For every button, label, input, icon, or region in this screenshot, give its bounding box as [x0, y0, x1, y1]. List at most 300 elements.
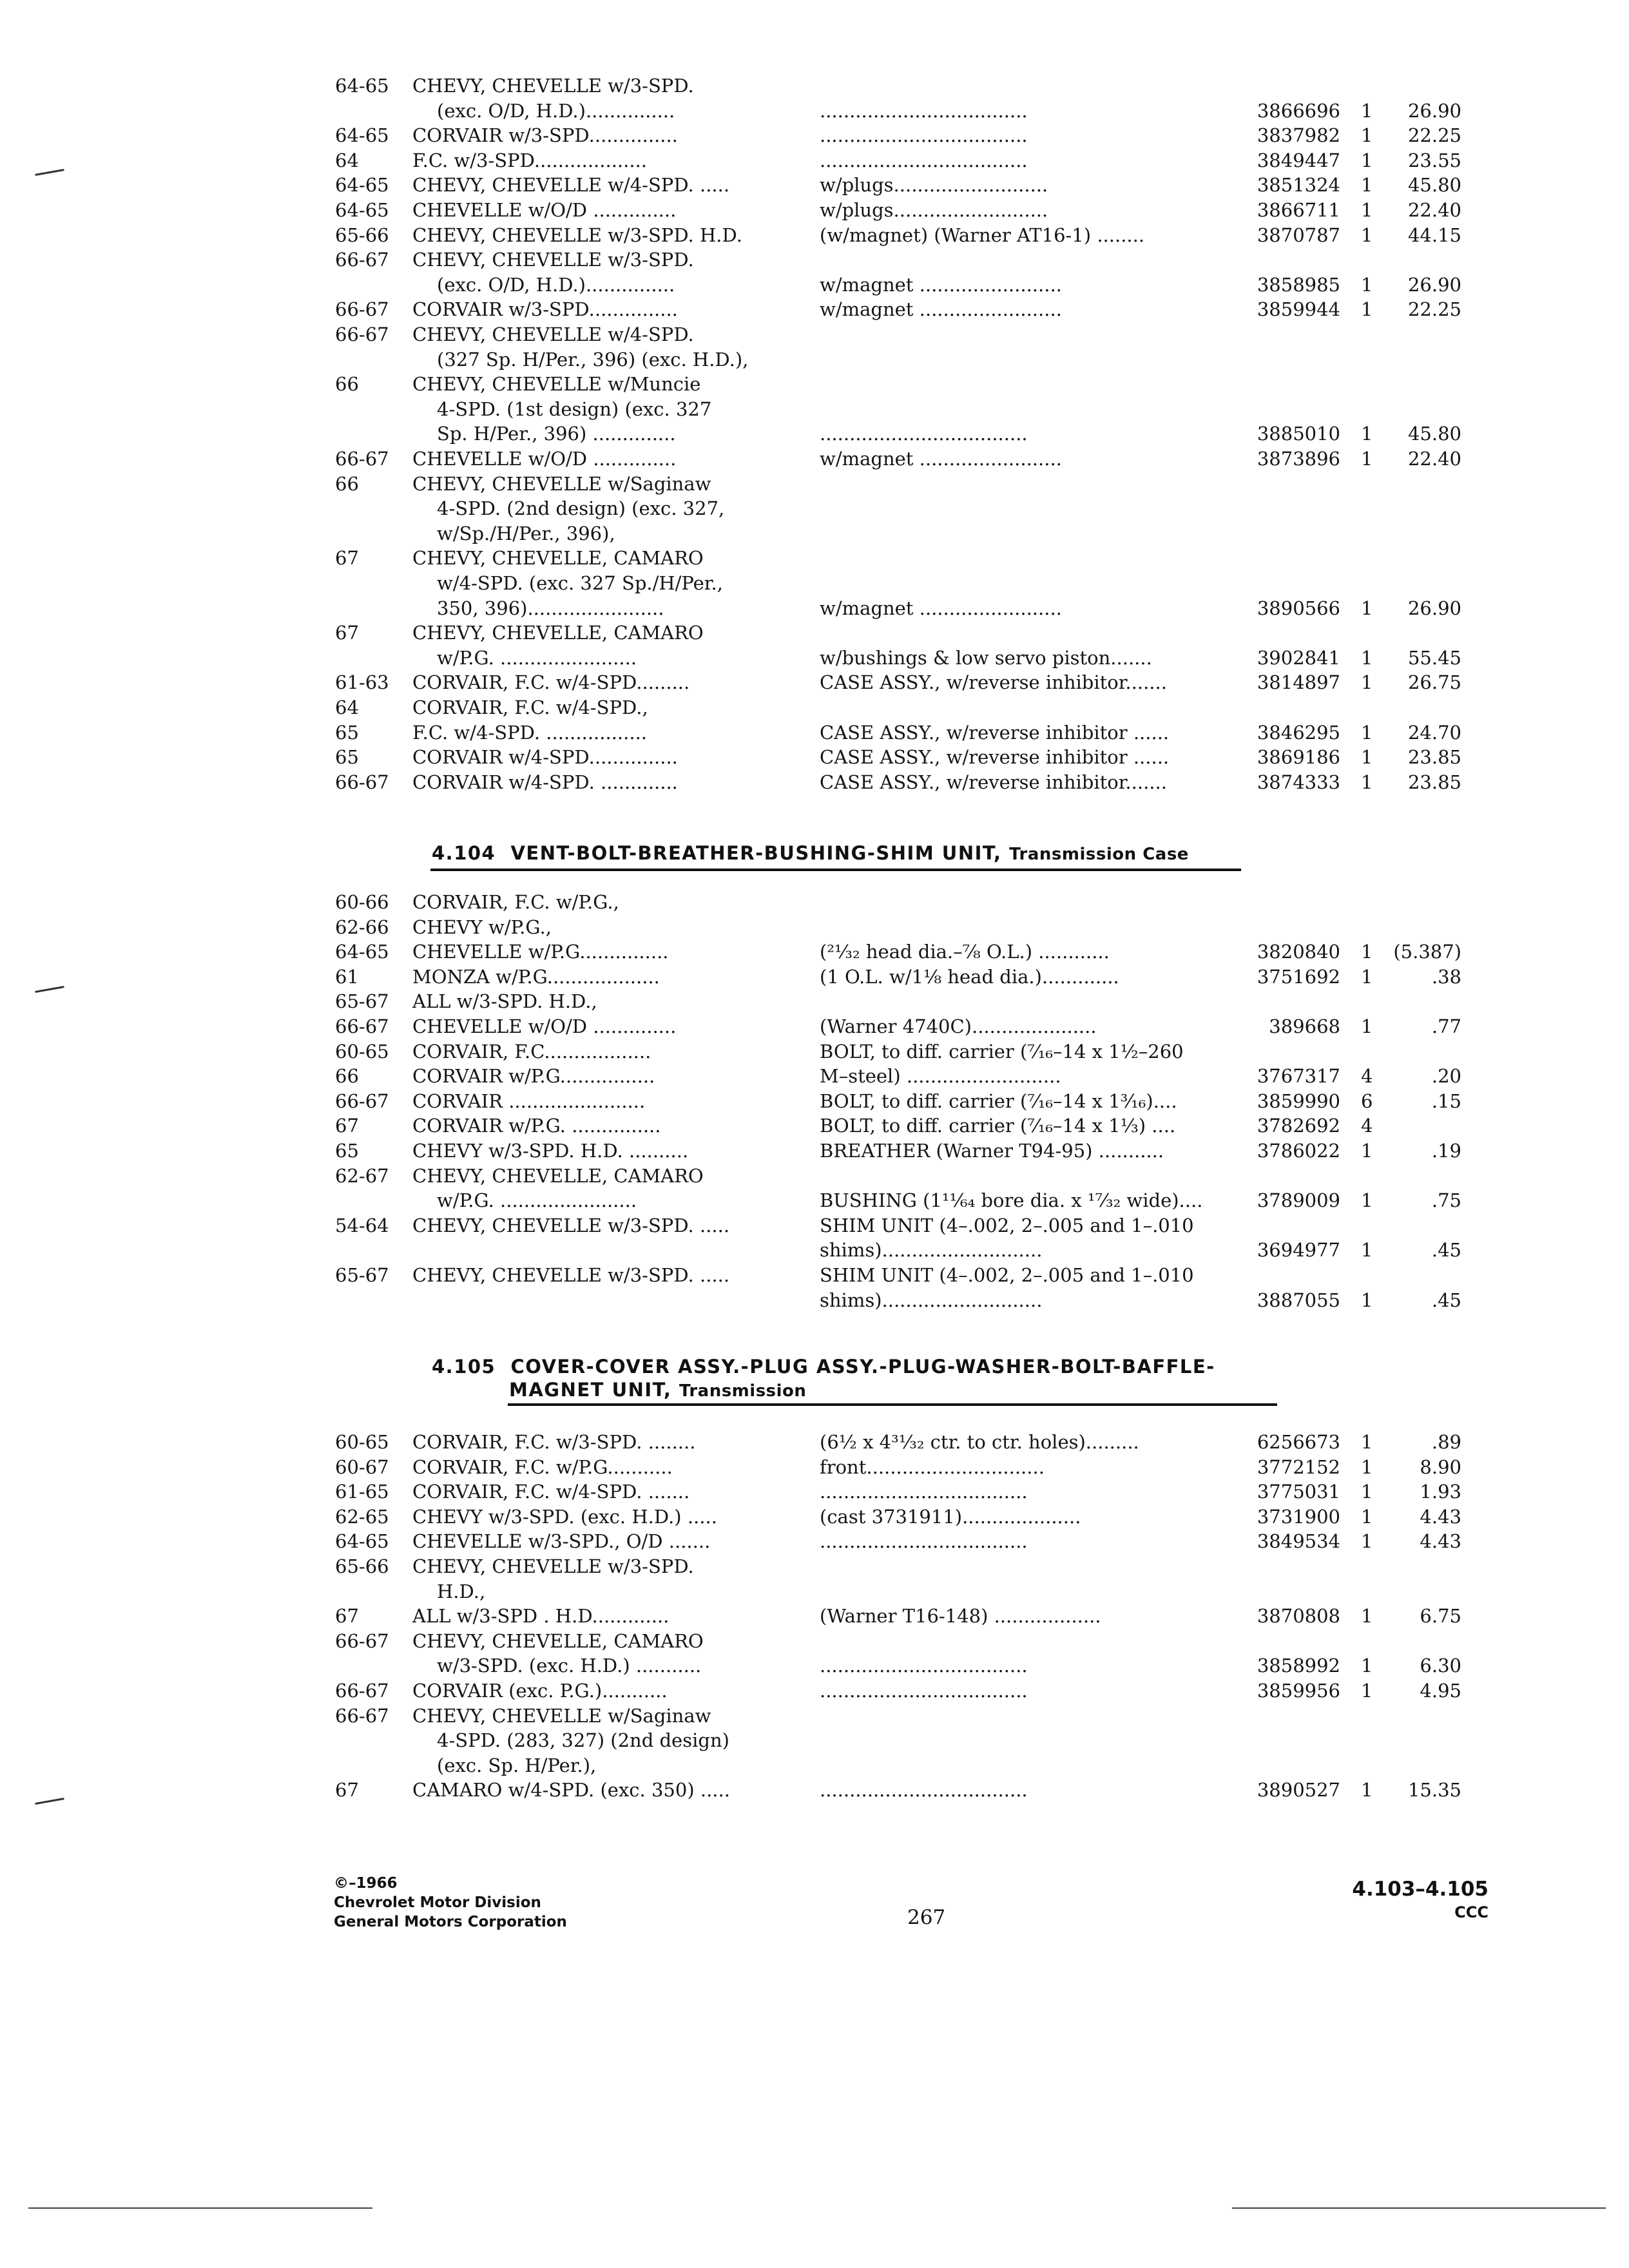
description: (1 O.L. w/1⅛ head dia.)............. — [820, 965, 1119, 988]
description: ................................... — [820, 423, 1028, 445]
application: (327 Sp. H/Per., 396) (exc. H.D.), — [437, 348, 749, 370]
application: CHEVY w/3-SPD. (exc. H.D.) ..... — [412, 1505, 717, 1528]
price: 26.90 — [1407, 597, 1461, 619]
description: BOLT, to diff. carrier (⁷⁄₁₆–14 x 1³⁄₁₆).... — [820, 1090, 1177, 1112]
table-row — [0, 965, 1629, 988]
page-number: 267 — [907, 1906, 946, 1929]
year-range: 54-64 — [335, 1214, 389, 1236]
year-range: 66-67 — [335, 1090, 389, 1112]
table-row — [0, 1264, 1629, 1287]
section-rule-4-104 — [430, 869, 1241, 871]
scan-edge-line-right — [1232, 2207, 1606, 2209]
application: CHEVY, CHEVELLE, CAMARO — [412, 622, 704, 644]
section-number: 4.104 — [432, 842, 496, 864]
table-row — [0, 696, 1629, 719]
year-range: 67 — [335, 622, 359, 644]
table-row — [0, 1114, 1629, 1137]
quantity: 1 — [1361, 646, 1373, 669]
table-row — [0, 745, 1629, 769]
quantity: 1 — [1361, 1189, 1373, 1212]
year-range: 65 — [335, 721, 359, 744]
table-row — [0, 1778, 1629, 1802]
price: 23.85 — [1407, 771, 1461, 793]
price: .38 — [1431, 965, 1461, 988]
section-subtitle: Transmission — [679, 1381, 807, 1401]
table-row — [0, 597, 1629, 620]
price: 22.25 — [1407, 298, 1461, 321]
description: (²¹⁄₃₂ head dia.–⁷⁄₈ O.L.) ............ — [820, 941, 1110, 963]
year-range: 60-65 — [335, 1040, 389, 1062]
part-number: 3814897 — [1257, 671, 1340, 694]
year-range: 60-65 — [335, 1431, 389, 1453]
part-number: 3870808 — [1257, 1605, 1340, 1628]
description: ................................... — [820, 149, 1028, 171]
table-row — [0, 940, 1629, 963]
table-row — [0, 522, 1629, 545]
table-row — [0, 990, 1629, 1013]
table-row — [0, 1604, 1629, 1628]
application: F.C. w/4-SPD. ................. — [412, 721, 648, 744]
quantity: 1 — [1361, 149, 1373, 171]
part-number: 3859944 — [1257, 298, 1340, 321]
price: 24.70 — [1407, 721, 1461, 744]
year-range: 60-66 — [335, 891, 389, 913]
year-range: 67 — [335, 547, 359, 570]
section-subtitle: Transmission Case — [1009, 845, 1189, 864]
year-range: 64 — [335, 697, 359, 718]
year-range: 64-65 — [335, 124, 389, 147]
part-number: 3851324 — [1257, 174, 1340, 197]
corporation: General Motors Corporation — [334, 1914, 567, 1930]
application: MONZA w/P.G................... — [412, 965, 660, 988]
quantity: 4 — [1361, 1065, 1373, 1088]
application: CHEVY, CHEVELLE w/Saginaw — [412, 1704, 711, 1727]
year-range: 62-66 — [335, 916, 389, 938]
part-number: 3694977 — [1257, 1239, 1340, 1262]
description: (w/magnet) (Warner AT16-1) ........ — [820, 224, 1145, 246]
description: (Warner T16-148) .................. — [820, 1605, 1101, 1628]
quantity: 1 — [1361, 124, 1373, 147]
price: (5.387) — [1393, 941, 1461, 963]
table-row — [0, 1189, 1629, 1212]
quantity: 1 — [1361, 1239, 1373, 1262]
year-range: 66 — [335, 1065, 359, 1088]
quantity: 1 — [1361, 1605, 1373, 1628]
application: CORVAIR ....................... — [412, 1090, 646, 1112]
part-number: 3782692 — [1257, 1115, 1340, 1137]
quantity: 4 — [1361, 1115, 1373, 1137]
part-number: 3885010 — [1257, 423, 1340, 445]
application: ALL w/3-SPD. H.D., — [412, 990, 597, 1013]
description: BUSHING (1¹¹⁄₆₄ bore dia. x ¹⁷⁄₃₂ wide).... — [820, 1189, 1203, 1212]
description: ................................... — [820, 124, 1028, 147]
application: CHEVY, CHEVELLE, CAMARO — [412, 547, 704, 570]
part-number: 3859956 — [1257, 1680, 1340, 1702]
quantity: 1 — [1361, 1680, 1373, 1702]
price: 22.25 — [1407, 124, 1461, 147]
price: 22.40 — [1407, 448, 1461, 470]
section-number: 4.105 — [432, 1356, 496, 1378]
table-row — [0, 1530, 1629, 1553]
application: 350, 396)....................... — [437, 597, 664, 619]
quantity: 1 — [1361, 721, 1373, 744]
description: ................................... — [820, 99, 1028, 122]
price: 4.95 — [1420, 1680, 1461, 1702]
application: (exc. O/D, H.D.)............... — [437, 273, 675, 296]
year-range: 67 — [335, 1115, 359, 1137]
table-row — [0, 1629, 1629, 1653]
application: w/3-SPD. (exc. H.D.) ........... — [437, 1655, 702, 1677]
application: 4-SPD. (2nd design) (exc. 327, — [437, 497, 725, 520]
quantity: 1 — [1361, 1431, 1373, 1453]
section-rule-4-105 — [508, 1403, 1277, 1406]
quantity: 1 — [1361, 448, 1373, 470]
part-number: 3873896 — [1257, 448, 1340, 470]
application: CHEVY, CHEVELLE w/3-SPD. — [412, 1555, 694, 1577]
year-range: 66-67 — [335, 1680, 389, 1702]
section-range: 4.103–4.105 — [1352, 1878, 1489, 1901]
application: (exc. O/D, H.D.)............... — [437, 99, 675, 122]
table-row — [0, 890, 1629, 914]
year-range: 64-65 — [335, 1530, 389, 1553]
table-row — [0, 621, 1629, 644]
application: CHEVY, CHEVELLE w/3-SPD. — [412, 249, 694, 271]
year-range: 62-67 — [335, 1164, 389, 1187]
part-number: 3820840 — [1257, 941, 1340, 963]
price: 26.90 — [1407, 99, 1461, 122]
section-title: VENT-BOLT-BREATHER-BUSHING-SHIM UNIT, — [510, 842, 1002, 864]
table-row — [0, 671, 1629, 694]
division: Chevrolet Motor Division — [334, 1894, 541, 1911]
year-range: 66-67 — [335, 1629, 389, 1652]
table-row — [0, 1064, 1629, 1088]
application: CORVAIR, F.C. w/P.G........... — [412, 1456, 673, 1478]
price: .77 — [1431, 1015, 1461, 1037]
year-range: 64 — [335, 149, 359, 171]
description: M–steel) .......................... — [820, 1065, 1061, 1088]
table-row — [0, 546, 1629, 570]
table-row — [0, 1729, 1629, 1752]
price: 8.90 — [1420, 1456, 1461, 1478]
price: .75 — [1431, 1189, 1461, 1212]
table-row — [0, 1754, 1629, 1777]
part-number: 3890527 — [1257, 1779, 1340, 1802]
application: CORVAIR w/P.G. ............... — [412, 1115, 661, 1137]
quantity: 1 — [1361, 597, 1373, 619]
part-number: 3786022 — [1257, 1140, 1340, 1162]
description: BOLT, to diff. carrier (⁷⁄₁₆–14 x 1½–260 — [820, 1040, 1184, 1062]
price: 4.43 — [1420, 1530, 1461, 1553]
application: CHEVY, CHEVELLE, CAMARO — [412, 1629, 704, 1652]
quantity: 1 — [1361, 1530, 1373, 1553]
table-row — [0, 771, 1629, 794]
description: w/magnet ........................ — [820, 597, 1062, 619]
quantity: 1 — [1361, 965, 1373, 988]
quantity: 1 — [1361, 1505, 1373, 1528]
application: CORVAIR w/3-SPD............... — [412, 124, 678, 147]
application: CORVAIR (exc. P.G.)........... — [412, 1680, 668, 1702]
table-row — [0, 1679, 1629, 1702]
part-number: 3849534 — [1257, 1530, 1340, 1553]
description: SHIM UNIT (4–.002, 2–.005 and 1–.010 — [820, 1264, 1194, 1286]
application: w/Sp./H/Per., 396), — [437, 522, 615, 544]
quantity: 1 — [1361, 1140, 1373, 1162]
table-row — [0, 1654, 1629, 1677]
scan-edge-line-left — [28, 2207, 372, 2209]
description: CASE ASSY., w/reverse inhibitor ...... — [820, 746, 1170, 769]
price: 26.75 — [1407, 671, 1461, 694]
description: w/magnet ........................ — [820, 448, 1062, 470]
quantity: 1 — [1361, 1289, 1373, 1311]
application: 4-SPD. (1st design) (exc. 327 — [437, 398, 712, 420]
application: w/P.G. ....................... — [437, 1189, 637, 1212]
price: 44.15 — [1407, 224, 1461, 246]
table-row — [0, 1456, 1629, 1479]
quantity: 1 — [1361, 1779, 1373, 1802]
description: ................................... — [820, 1680, 1028, 1702]
section-heading-4-105-line-2 — [509, 1379, 806, 1401]
part-number: 3789009 — [1257, 1189, 1340, 1212]
application: CHEVY, CHEVELLE w/3-SPD. ..... — [412, 1264, 730, 1286]
application: CHEVELLE w/O/D .............. — [412, 448, 677, 470]
description: w/magnet ........................ — [820, 298, 1062, 321]
application: CHEVELLE w/O/D .............. — [412, 199, 677, 221]
year-range: 64-65 — [335, 941, 389, 963]
year-range: 66 — [335, 472, 359, 495]
quantity: 1 — [1361, 224, 1373, 246]
part-number: 3731900 — [1257, 1505, 1340, 1528]
year-range: 60-67 — [335, 1456, 389, 1478]
table-row — [0, 1505, 1629, 1528]
table-row — [0, 74, 1629, 97]
year-range: 64-65 — [335, 174, 389, 197]
quantity: 1 — [1361, 174, 1373, 197]
price: .19 — [1431, 1140, 1461, 1162]
year-range: 64-65 — [335, 75, 389, 97]
price: 45.80 — [1407, 423, 1461, 445]
table-row — [0, 1580, 1629, 1603]
application: w/P.G. ....................... — [437, 646, 637, 669]
part-number: 6256673 — [1257, 1431, 1340, 1453]
year-range: 65 — [335, 1140, 359, 1162]
application: CORVAIR, F.C. w/4-SPD......... — [412, 671, 690, 694]
description: w/plugs.......................... — [820, 174, 1048, 197]
application: CORVAIR, F.C. w/P.G., — [412, 891, 619, 913]
part-number: 3849447 — [1257, 149, 1340, 171]
application: CORVAIR w/4-SPD............... — [412, 746, 678, 769]
application: CORVAIR w/4-SPD. ............. — [412, 771, 678, 793]
application: F.C. w/3-SPD................... — [412, 149, 648, 171]
description: ................................... — [820, 1779, 1028, 1802]
year-range: 65-66 — [335, 224, 389, 246]
table-row — [0, 372, 1629, 396]
part-number: 3775031 — [1257, 1481, 1340, 1503]
description: shims)........................... — [820, 1239, 1043, 1262]
year-range: 66 — [335, 373, 359, 396]
table-row — [0, 1289, 1629, 1312]
price: 55.45 — [1407, 646, 1461, 669]
part-number: 3859990 — [1257, 1090, 1340, 1112]
application: CORVAIR w/3-SPD............... — [412, 298, 678, 321]
application: CHEVELLE w/O/D .............. — [412, 1015, 677, 1037]
description: w/plugs.......................... — [820, 199, 1048, 221]
table-row — [0, 173, 1629, 197]
section-heading-4-105 — [432, 1356, 1215, 1378]
application: CHEVY, CHEVELLE w/Saginaw — [412, 472, 711, 495]
year-range: 67 — [335, 1779, 359, 1802]
quantity: 1 — [1361, 298, 1373, 321]
quantity: 1 — [1361, 1481, 1373, 1503]
price: 45.80 — [1407, 174, 1461, 197]
part-number: 389668 — [1269, 1015, 1340, 1037]
quantity: 1 — [1361, 273, 1373, 296]
price: 4.43 — [1420, 1505, 1461, 1528]
description: ................................... — [820, 1481, 1028, 1503]
section-heading-4-104 — [432, 842, 1189, 864]
quantity: 1 — [1361, 199, 1373, 221]
description: CASE ASSY., w/reverse inhibitor....... — [820, 771, 1167, 793]
application: CHEVY, CHEVELLE w/3-SPD. H.D. — [412, 224, 742, 246]
table-row — [0, 422, 1629, 445]
description: (cast 3731911).................... — [820, 1505, 1081, 1528]
year-range: 66-67 — [335, 323, 389, 345]
table-row — [0, 1238, 1629, 1262]
application: CORVAIR, F.C. w/3-SPD. ........ — [412, 1431, 696, 1453]
application: H.D., — [437, 1580, 486, 1602]
price: .15 — [1431, 1090, 1461, 1112]
part-number: 3846295 — [1257, 721, 1340, 744]
quantity: 1 — [1361, 423, 1373, 445]
part-number: 3887055 — [1257, 1289, 1340, 1311]
quantity: 1 — [1361, 1655, 1373, 1677]
application: CHEVELLE w/P.G............... — [412, 941, 669, 963]
table-row — [0, 1090, 1629, 1113]
application: 4-SPD. (283, 327) (2nd design) — [437, 1729, 729, 1752]
table-row — [0, 497, 1629, 520]
description: BOLT, to diff. carrier (⁷⁄₁₆–14 x 1⅓) .... — [820, 1115, 1176, 1137]
part-number: 3870787 — [1257, 224, 1340, 246]
year-range: 66-67 — [335, 298, 389, 321]
year-range: 64-65 — [335, 199, 389, 221]
price: 6.30 — [1420, 1655, 1461, 1677]
application: ALL w/3-SPD . H.D............. — [412, 1605, 670, 1628]
table-row — [0, 447, 1629, 470]
part-number: 3866711 — [1257, 199, 1340, 221]
quantity: 1 — [1361, 941, 1373, 963]
year-range: 66-67 — [335, 1015, 389, 1037]
description: CASE ASSY., w/reverse inhibitor....... — [820, 671, 1167, 694]
table-row — [0, 721, 1629, 744]
part-number: 3837982 — [1257, 124, 1340, 147]
application: CHEVY, CHEVELLE, CAMARO — [412, 1164, 704, 1187]
quantity: 1 — [1361, 99, 1373, 122]
year-range: 66-67 — [335, 1704, 389, 1727]
application: CAMARO w/4-SPD. (exc. 350) ..... — [412, 1779, 730, 1802]
price: 15.35 — [1407, 1779, 1461, 1802]
table-row — [0, 1164, 1629, 1187]
year-range: 61 — [335, 965, 359, 988]
part-number: 3902841 — [1257, 646, 1340, 669]
year-range: 65-67 — [335, 990, 389, 1013]
table-row — [0, 348, 1629, 371]
table-row — [0, 1139, 1629, 1162]
price: 23.55 — [1407, 149, 1461, 171]
part-number: 3869186 — [1257, 746, 1340, 769]
table-row — [0, 398, 1629, 421]
year-range: 61-65 — [335, 1481, 389, 1503]
table-row — [0, 1214, 1629, 1237]
price: .89 — [1431, 1431, 1461, 1453]
table-row — [0, 1480, 1629, 1503]
part-number: 3874333 — [1257, 771, 1340, 793]
application: CORVAIR, F.C. w/4-SPD. ....... — [412, 1481, 690, 1503]
application: CORVAIR, F.C.................. — [412, 1040, 651, 1062]
application: CHEVY, CHEVELLE w/3-SPD. — [412, 75, 694, 97]
application: CHEVELLE w/3-SPD., O/D ....... — [412, 1530, 711, 1553]
part-number: 3772152 — [1257, 1456, 1340, 1478]
description: front.............................. — [820, 1456, 1045, 1478]
part-number: 3858985 — [1257, 273, 1340, 296]
year-range: 62-65 — [335, 1505, 389, 1528]
description: w/magnet ........................ — [820, 273, 1062, 296]
part-number: 3890566 — [1257, 597, 1340, 619]
application: CHEVY w/P.G., — [412, 916, 552, 938]
year-range: 66-67 — [335, 448, 389, 470]
year-range: 65-66 — [335, 1555, 389, 1577]
table-row — [0, 323, 1629, 346]
quantity: 1 — [1361, 1456, 1373, 1478]
quantity: 6 — [1361, 1090, 1373, 1112]
part-number: 3858992 — [1257, 1655, 1340, 1677]
table-row — [0, 124, 1629, 147]
application: (exc. Sp. H/Per.), — [437, 1754, 597, 1776]
year-range: 66-67 — [335, 249, 389, 271]
table-row — [0, 1704, 1629, 1727]
table-row — [0, 224, 1629, 247]
description: w/bushings & low servo piston....... — [820, 646, 1152, 669]
application: Sp. H/Per., 396) .............. — [437, 423, 676, 445]
table-row — [0, 1555, 1629, 1578]
table-row — [0, 572, 1629, 595]
application: CORVAIR w/P.G................ — [412, 1065, 655, 1088]
footer-publisher — [334, 1874, 567, 1932]
year-range: 66-67 — [335, 771, 389, 793]
table-row — [0, 1430, 1629, 1454]
application: CHEVY, CHEVELLE w/4-SPD. ..... — [412, 174, 730, 197]
price: 6.75 — [1420, 1605, 1461, 1628]
application: CHEVY, CHEVELLE w/3-SPD. ..... — [412, 1214, 730, 1236]
quantity: 1 — [1361, 671, 1373, 694]
table-row — [0, 1040, 1629, 1063]
application: CORVAIR, F.C. w/4-SPD., — [412, 697, 648, 718]
price: 1.93 — [1420, 1481, 1461, 1503]
price: .45 — [1431, 1239, 1461, 1262]
year-range: 67 — [335, 1605, 359, 1628]
table-row — [0, 298, 1629, 321]
footer-section-ref — [1352, 1876, 1489, 1923]
description: ................................... — [820, 1530, 1028, 1553]
quantity: 1 — [1361, 771, 1373, 793]
table-row — [0, 1015, 1629, 1038]
section-title-line-1: COVER-COVER ASSY.-PLUG ASSY.-PLUG-WASHER-BOLT-BAFFLE- — [510, 1356, 1215, 1378]
price: .20 — [1431, 1065, 1461, 1088]
part-number: 3866696 — [1257, 99, 1340, 122]
price: 22.40 — [1407, 199, 1461, 221]
year-range: 65 — [335, 746, 359, 769]
price: .45 — [1431, 1289, 1461, 1311]
description: (6½ x 4³¹⁄₃₂ ctr. to ctr. holes)......... — [820, 1431, 1139, 1453]
description: SHIM UNIT (4–.002, 2–.005 and 1–.010 — [820, 1214, 1194, 1236]
